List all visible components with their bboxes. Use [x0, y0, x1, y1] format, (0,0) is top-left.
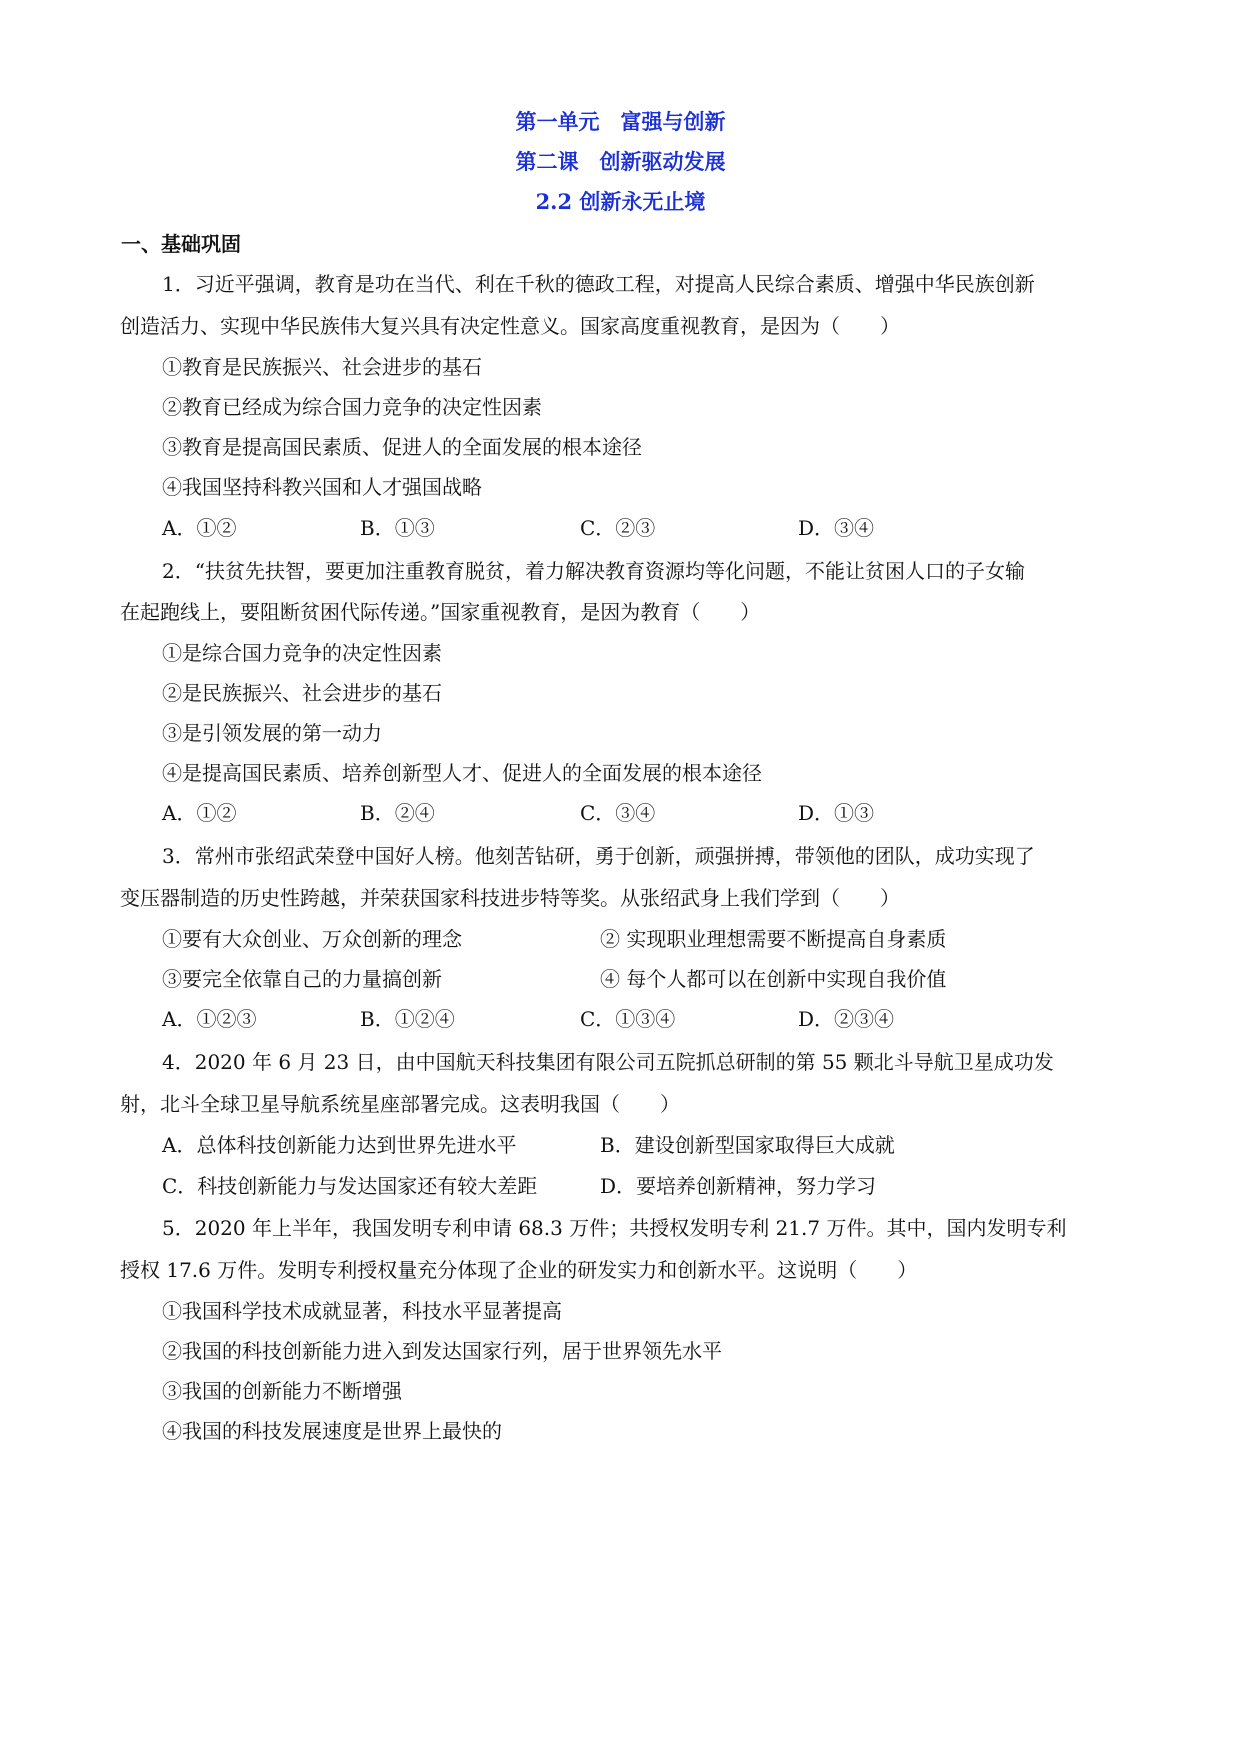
- q2-choice-b[interactable]: B．②④: [360, 801, 435, 825]
- q2-item-2: ②是民族振兴、社会进步的基石: [162, 681, 442, 705]
- q5-item-2: ②我国的科技创新能力进入到发达国家行列，居于世界领先水平: [162, 1339, 722, 1363]
- q4-stem-line1: 4．2020 年 6 月 23 日，由中国航天科技集团有限公司五院抓总研制的第 55 颗北斗导航卫星成功发: [162, 1050, 1054, 1074]
- q2-item-1: ①是综合国力竞争的决定性因素: [162, 641, 442, 665]
- q4-choice-d[interactable]: D．要培养创新精神，努力学习: [600, 1174, 877, 1198]
- q1-stem-line1: 1．习近平强调，教育是功在当代、利在千秋的德政工程，对提高人民综合素质、增强中华民族创新: [162, 272, 1035, 296]
- q3-choice-b[interactable]: B．①②④: [360, 1007, 455, 1031]
- q2-choice-d[interactable]: D．①③: [798, 801, 875, 825]
- q2-choice-c[interactable]: C．③④: [580, 801, 656, 825]
- q1-item-4: ④我国坚持科教兴国和人才强国战略: [162, 475, 482, 499]
- part-heading: 一、基础巩固: [121, 232, 241, 256]
- q3-choices: [162, 1005, 1062, 1033]
- q4-choice-b[interactable]: B．建设创新型国家取得巨大成就: [600, 1133, 895, 1157]
- q2-choice-a[interactable]: A．①②: [162, 801, 237, 825]
- unit-title: 第一单元 富强与创新: [515, 109, 726, 134]
- q1-choice-d[interactable]: D．③④: [798, 516, 875, 540]
- q2-choices: [162, 799, 1062, 827]
- q1-item-3: ③教育是提高国民素质、促进人的全面发展的根本途径: [162, 435, 642, 459]
- q2-stem-line2: 在起跑线上，要阻断贫困代际传递。”国家重视教育，是因为教育（ ）: [120, 600, 761, 624]
- q1-item-2: ②教育已经成为综合国力竞争的决定性因素: [162, 395, 542, 419]
- q1-choices: [162, 514, 1062, 542]
- q1-choice-a[interactable]: A．①②: [162, 516, 237, 540]
- q5-item-3: ③我国的创新能力不断增强: [162, 1379, 402, 1403]
- q5-stem-line1: 5．2020 年上半年，我国发明专利申请 68.3 万件；共授权发明专利 21.7 万件。其中，国内发明专利: [162, 1216, 1067, 1240]
- section-title: 2.2 创新永无止境: [535, 189, 706, 214]
- q4-choices-row1: [162, 1131, 1062, 1159]
- q4-choice-a[interactable]: A．总体科技创新能力达到世界先进水平: [162, 1133, 517, 1157]
- q3-item-4: ④ 每个人都可以在创新中实现自我价值: [600, 967, 947, 991]
- q1-choice-c[interactable]: C．②③: [580, 516, 656, 540]
- q3-choice-a[interactable]: A．①②③: [162, 1007, 257, 1031]
- q2-item-3: ③是引领发展的第一动力: [162, 721, 382, 745]
- q4-choice-c[interactable]: C．科技创新能力与发达国家还有较大差距: [162, 1174, 538, 1198]
- q1-item-1: ①教育是民族振兴、社会进步的基石: [162, 355, 482, 379]
- q3-stem-line2: 变压器制造的历史性跨越，并荣获国家科技进步特等奖。从张绍武身上我们学到（ ）: [120, 886, 900, 910]
- q4-choices-row2: [162, 1172, 1062, 1200]
- q2-stem-line1: 2．“扶贫先扶智，要更加注重教育脱贫，着力解决教育资源均等化问题，不能让贫困人口的子女输: [162, 559, 1025, 583]
- q3-item-1: ①要有大众创业、万众创新的理念: [162, 927, 462, 951]
- q3-choice-c[interactable]: C．①③④: [580, 1007, 676, 1031]
- q3-item-2: ② 实现职业理想需要不断提高自身素质: [600, 927, 947, 951]
- q5-item-1: ①我国科学技术成就显著，科技水平显著提高: [162, 1299, 562, 1323]
- q5-item-4: ④我国的科技发展速度是世界上最快的: [162, 1419, 502, 1443]
- lesson-title: 第二课 创新驱动发展: [515, 149, 726, 174]
- q4-stem-line2: 射，北斗全球卫星导航系统星座部署完成。这表明我国（ ）: [120, 1092, 680, 1116]
- q3-item-3: ③要完全依靠自己的力量搞创新: [162, 967, 442, 991]
- q3-choice-d[interactable]: D．②③④: [798, 1007, 895, 1031]
- q1-choice-b[interactable]: B．①③: [360, 516, 435, 540]
- q5-stem-line2: 授权 17.6 万件。发明专利授权量充分体现了企业的研发实力和创新水平。这说明（ ）: [120, 1258, 918, 1282]
- q1-stem-line2: 创造活力、实现中华民族伟大复兴具有决定性意义。国家高度重视教育，是因为（ ）: [120, 314, 900, 338]
- q2-item-4: ④是提高国民素质、培养创新型人才、促进人的全面发展的根本途径: [162, 761, 762, 785]
- q3-stem-line1: 3．常州市张绍武荣登中国好人榜。他刻苦钻研，勇于创新，顽强拼搏，带领他的团队，成功实现了: [162, 844, 1035, 868]
